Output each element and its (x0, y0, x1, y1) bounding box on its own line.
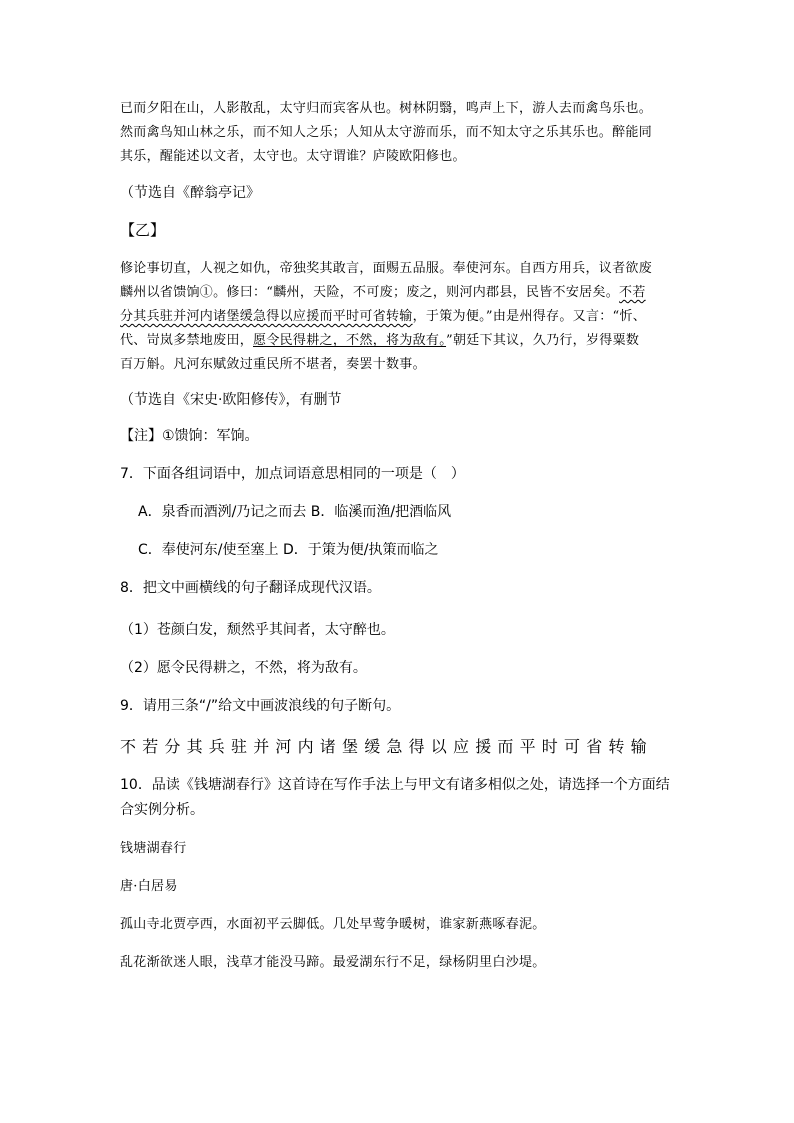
yi-passage-line-1: 修论事切直，人视之如仇，帝独奖其敢言，面赐五品服。奉使河东。自西方用兵，议者欲废 (120, 261, 653, 276)
question-10-stem-line-1: 10．品读《钱塘湖春行》这首诗在写作手法上与甲文有诸多相似之处，请选择一个方面结 (120, 777, 670, 793)
yi-heading: 【乙】 (120, 221, 166, 239)
jia-passage-line-1: 已而夕阳在山，人影散乱，太守归而宾客从也。树林阴翳，鸣声上下，游人去而禽鸟乐也。 (120, 101, 653, 116)
yi-passage-line-5: 百万斛。凡河东赋敛过重民所不堪者，奏罢十数事。 (120, 357, 426, 372)
question-9-stem: 9．请用三条“/”给文中画波浪线的句子断句。 (120, 698, 401, 714)
yi-passage-line-4 (120, 329, 639, 348)
yi-source: （节选自《宋史·欧阳修传》，有删节 (120, 392, 342, 408)
question-10-stem-line-2: 合实例分析。 (120, 802, 204, 818)
poem-author: 唐·白居易 (120, 879, 178, 894)
yi-passage-line-2 (120, 281, 646, 300)
yi-line-4-pre: 代、岢岚多禁地废田， (120, 333, 254, 348)
question-7-options-row-1: A．泉香而酒洌/乃记之而去 B．临溪而渔/把酒临风 (138, 504, 452, 520)
yi-passage-line-3 (120, 305, 646, 324)
poem-line-1: 孤山寺北贾亭西，水面初平云脚低。几处早莺争暖树，谁家新燕啄春泥。 (120, 917, 546, 932)
yi-line-4-post: ”朝廷下其议，久乃行，岁得粟数 (446, 333, 640, 348)
poem-title: 钱塘湖春行 (120, 841, 187, 856)
yi-line-2-text: 麟州以省馈饷①。修曰：“麟州，天险，不可废；废之，则河内郡县，民皆不安居矣。 (120, 285, 620, 300)
jia-passage-line-2: 然而禽鸟知山林之乐，而不知人之乐；人知从太守游而乐，而不知太守之乐其乐也。醉能同 (120, 125, 653, 140)
underlined-sentence: 愿令民得耕之，不然，将为敌有。 (253, 333, 447, 348)
yi-line-3-text: ，于策为便。”由是州得存。又言：“忻、 (412, 309, 647, 324)
question-7-stem: 7．下面各组词语中，加点词语意思相同的一项是（ ） (120, 466, 465, 482)
poem-line-2: 乱花渐欲迷人眼，浅草才能没马蹄。最爱湖东行不足，绿杨阴里白沙堤。 (120, 955, 546, 970)
question-9-sentence: 不若分其兵驻并河内诸堡缓急得以应援而平时可省转输 (120, 737, 653, 756)
jia-source: （节选自《醉翁亭记》 (120, 185, 260, 201)
question-7-options-row-2: C．奉使河东/使至塞上 D．于策为便/执策而临之 (138, 542, 439, 558)
wavy-underlined-text: 分其兵驻并河内诸堡缓急得以应援而平时可省转输 (120, 309, 413, 324)
question-8-stem: 8．把文中画横线的句子翻译成现代汉语。 (120, 580, 381, 596)
wavy-underlined-text: 不若 (619, 285, 646, 300)
question-8-item-1: （1）苍颜白发，颓然乎其间者，太守醉也。 (120, 622, 395, 638)
annotation-note: 【注】①馈饷：军饷。 (120, 428, 259, 444)
jia-passage-line-3: 其乐，醒能述以文者，太守也。太守谓谁？庐陵欧阳修也。 (120, 149, 466, 164)
question-8-item-2: （2）愿令民得耕之，不然，将为敌有。 (120, 660, 367, 676)
